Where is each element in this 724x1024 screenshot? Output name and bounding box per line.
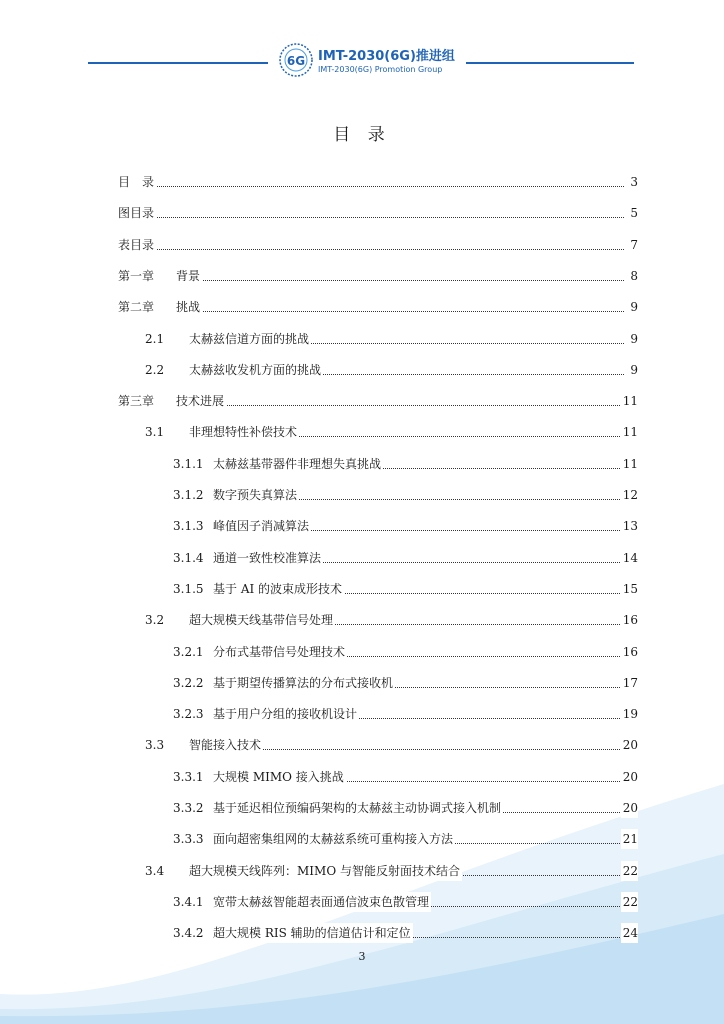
toc-entry-page: 7 — [628, 235, 638, 255]
toc-entry-label: 技术进展 — [176, 391, 226, 411]
toc-entry-number: 3.1.5 — [173, 581, 204, 596]
toc-entry-page: 19 — [621, 704, 638, 724]
toc-entry-label: 图目录 — [118, 203, 156, 223]
toc-dot-leader — [176, 280, 624, 281]
toc-entry-number: 3.1.1 — [173, 456, 204, 471]
toc-entry-label: 大规模 MIMO 接入挑战 — [213, 767, 346, 787]
toc-entry-page: 5 — [628, 203, 638, 223]
toc-entry-label: 太赫兹基带器件非理想失真挑战 — [213, 454, 383, 474]
toc-entry[interactable] — [0, 704, 724, 724]
toc-entry[interactable] — [0, 360, 724, 380]
toc-entry-label: 目 录 — [118, 172, 156, 192]
toc-entry[interactable] — [0, 923, 724, 943]
org-name-cn: IMT-2030(6G)推进组 — [318, 49, 455, 64]
toc-entry-number: 3.3.1 — [173, 769, 204, 784]
toc-entry-label: 面向超密集组网的太赫兹系统可重构接入方法 — [213, 829, 455, 849]
toc-entry-page: 9 — [628, 329, 638, 349]
toc-entry-label: 数字预失真算法 — [213, 485, 299, 505]
toc-entry-page: 22 — [621, 892, 638, 912]
toc-entry-label: 宽带太赫兹智能超表面通信波束色散管理 — [213, 892, 431, 912]
toc-entry[interactable] — [0, 329, 724, 349]
toc-entry-number: 3.2.3 — [173, 707, 204, 722]
toc-dot-leader — [176, 311, 624, 312]
org-name-en: IMT-2030(6G) Promotion Group — [318, 65, 443, 74]
toc-entry-label: 智能接入技术 — [189, 735, 263, 755]
toc-entry[interactable] — [0, 422, 724, 442]
toc-entry-page: 12 — [621, 485, 638, 505]
toc-entry-page: 24 — [621, 923, 638, 943]
toc-entry-label: 超大规模天线基带信号处理 — [189, 610, 335, 630]
toc-entry-page: 11 — [621, 422, 638, 442]
toc-entry[interactable] — [0, 610, 724, 630]
header-rule-left — [88, 62, 268, 64]
toc-dot-leader — [118, 186, 624, 187]
toc-entry-label: 非理想特性补偿技术 — [189, 422, 299, 442]
imt-2030-6g-logo-icon — [278, 42, 314, 78]
toc-entry[interactable] — [0, 673, 724, 693]
toc-entry-label: 表目录 — [118, 235, 156, 255]
toc-entry[interactable] — [0, 203, 724, 223]
toc-entry-label: 太赫兹收发机方面的挑战 — [189, 360, 323, 380]
toc-entry-page: 21 — [621, 829, 638, 849]
toc-entry-page: 9 — [628, 297, 638, 317]
toc-entry-number: 2.1 — [145, 331, 165, 346]
toc-entry-page: 13 — [621, 516, 638, 536]
toc-entry-number: 3.1.4 — [173, 550, 204, 565]
toc-entry-page: 22 — [621, 861, 638, 881]
toc-entry-label: 超大规模天线阵列：MIMO 与智能反射面技术结合 — [189, 861, 462, 881]
toc-entry-number: 3.3.2 — [173, 801, 204, 815]
toc-entry-label: 基于期望传播算法的分布式接收机 — [213, 673, 395, 693]
page-title: 目 录 — [333, 125, 391, 145]
toc-entry[interactable] — [0, 266, 724, 286]
toc-entry-number: 第一章 — [118, 268, 155, 283]
toc-entry[interactable] — [0, 579, 724, 599]
toc-entry-page: 16 — [621, 642, 638, 662]
logo-text: 6G — [286, 54, 306, 68]
toc-entry-page: 14 — [621, 548, 638, 568]
toc-entry[interactable] — [0, 454, 724, 474]
toc-entry-number: 2.2 — [145, 362, 165, 377]
toc-entry-label: 基于 AI 的波束成形技术 — [213, 579, 344, 599]
toc-entry-page: 8 — [628, 266, 638, 286]
toc-entry-number: 3.4 — [145, 863, 165, 878]
toc-entry-number: 3.2.2 — [173, 675, 204, 690]
toc-entry-label: 峰值因子消减算法 — [213, 516, 311, 536]
toc-entry[interactable] — [0, 642, 724, 662]
toc-entry[interactable] — [0, 829, 724, 849]
toc-entry[interactable] — [0, 391, 724, 411]
toc-entry-label: 分布式基带信号处理技术 — [213, 642, 347, 662]
toc-entry-label: 基于用户分组的接收机设计 — [213, 704, 359, 724]
toc-entry-page: 15 — [621, 579, 638, 599]
toc-entry-label: 背景 — [176, 266, 202, 286]
toc-entry-label: 太赫兹信道方面的挑战 — [189, 329, 311, 349]
toc-entry-number: 第二章 — [118, 300, 155, 315]
toc-entry-number: 3.3.3 — [173, 832, 204, 847]
toc-entry-page: 11 — [621, 454, 638, 474]
toc-dot-leader — [176, 405, 624, 406]
toc-entry-number: 3.1.2 — [173, 488, 204, 502]
toc-entry-number: 第三章 — [118, 394, 155, 409]
toc-entry-number: 3.1.3 — [173, 519, 204, 534]
toc-entry-label: 超大规模 RIS 辅助的信道估计和定位 — [213, 923, 413, 943]
toc-entry[interactable] — [0, 485, 724, 505]
toc-entry-page: 9 — [628, 360, 638, 380]
toc-entry-label: 挑战 — [176, 297, 202, 317]
toc-entry-number: 3.4.2 — [173, 926, 204, 941]
toc-entry[interactable] — [0, 735, 724, 755]
toc-entry-page: 20 — [621, 767, 638, 787]
toc-entry[interactable] — [0, 297, 724, 317]
toc-entry[interactable] — [0, 861, 724, 881]
toc-entry-label: 基于延迟相位预编码架构的太赫兹主动协调式接入机制 — [213, 798, 503, 818]
toc-entry-page: 20 — [621, 735, 638, 755]
toc-entry-label: 通道一致性校准算法 — [213, 548, 323, 568]
toc-entry[interactable] — [0, 892, 724, 912]
toc-entry[interactable] — [0, 548, 724, 568]
toc-entry-page: 16 — [621, 610, 638, 630]
toc-entry[interactable] — [0, 235, 724, 255]
header-rule-right — [466, 62, 634, 64]
toc-entry-number: 3.1 — [145, 425, 165, 440]
toc-entry-page: 17 — [621, 673, 638, 693]
toc-entry-page: 11 — [621, 391, 638, 411]
toc-entry[interactable] — [0, 767, 724, 787]
toc-entry[interactable] — [0, 516, 724, 536]
toc-dot-leader — [118, 217, 624, 218]
toc-entry[interactable] — [0, 172, 724, 192]
toc-entry[interactable] — [0, 798, 724, 818]
toc-entry-number: 3.4.1 — [173, 894, 204, 909]
page-number: 3 — [358, 950, 366, 963]
toc-entry-number: 3.2.1 — [173, 644, 204, 659]
toc-entry-page: 3 — [628, 172, 638, 192]
toc-entry-page: 20 — [621, 798, 638, 818]
toc-entry-number: 3.2 — [145, 613, 165, 628]
toc-dot-leader — [118, 249, 624, 250]
toc-entry-number: 3.3 — [145, 738, 165, 753]
